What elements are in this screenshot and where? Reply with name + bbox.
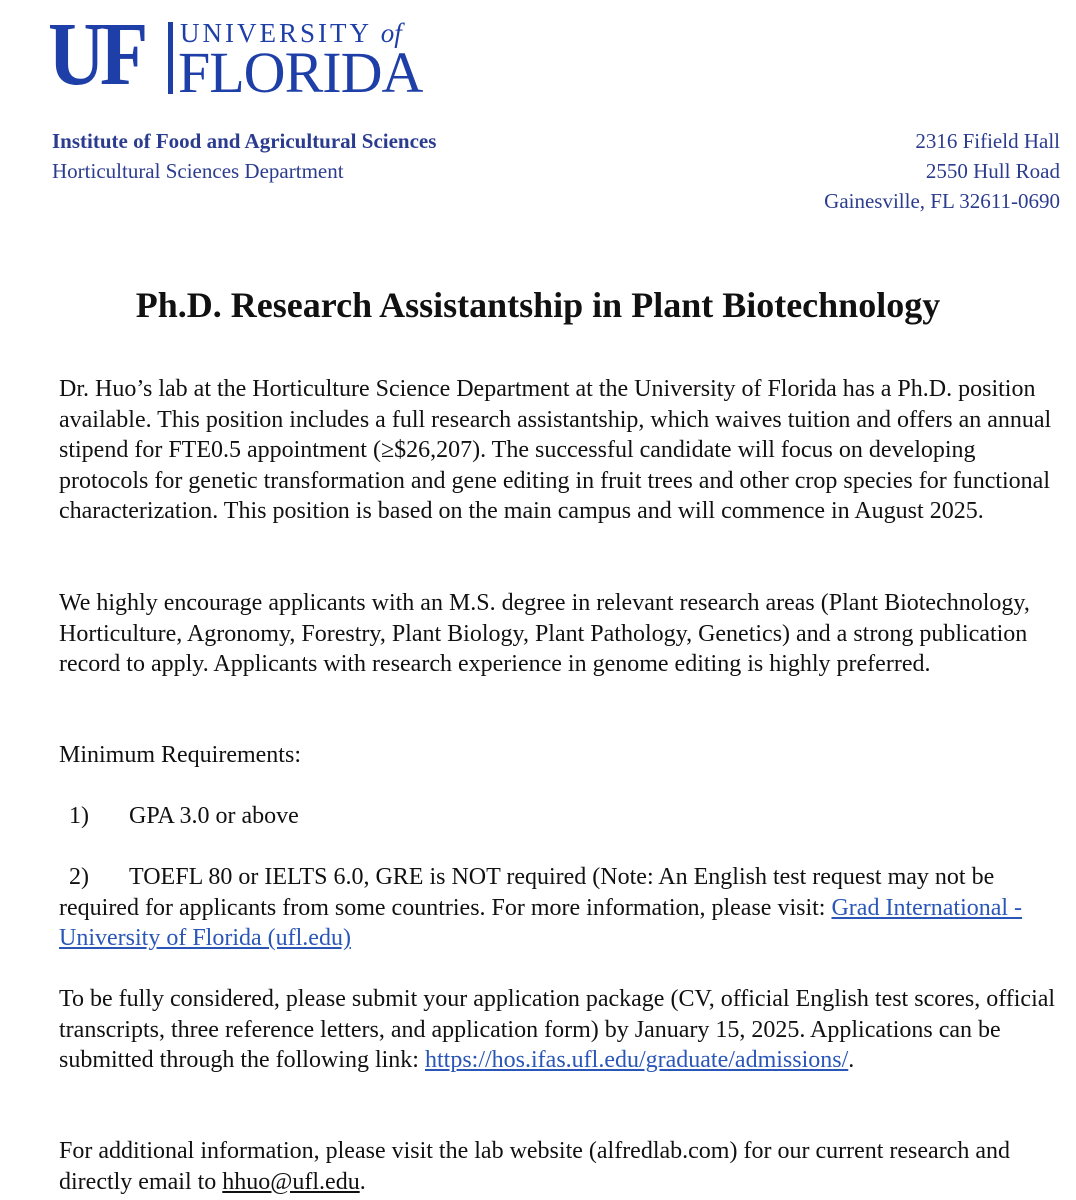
requirement-item-gpa <box>59 801 1064 832</box>
paragraph-position-description: Dr. Huo’s lab at the Horticulture Science Department at the University of Florida has a Ph.D. position available. This position includes a full research assistantship, which waives tuition and offers an annual stipend for FTE0.5 appointment (≥$26,207). The successful candidate will focus on developing protocols for genetic transformation and gene editing in fruit trees and other crop species for functional characterization. This position is based on the main campus and will commence in August 2025. <box>59 376 1052 524</box>
institute-name: Institute of Food and Agricultural Sciences <box>52 129 437 153</box>
paragraph-application-instructions: To be fully considered, please submit your application package (CV, official English test scores, official transcripts, three reference letters, and application form) by January 15, 2025. Applications can be submitted through the following link: https://hos.ifas.ufl.edu/graduate/admissions/. <box>59 986 1056 1073</box>
grad-international-link[interactable]: Grad International - University of Florida (ufl.edu) <box>59 894 1023 951</box>
address-line-1: 2316 Fifield Hall <box>915 129 1060 153</box>
requirement-text: TOEFL 80 or IELTS 6.0, GRE is NOT required (Note: An English test request may not be required for applicants from some countries. For more information, please visit: <box>59 864 995 921</box>
institution-block <box>52 126 436 186</box>
contact-text: For additional information, please visit the lab website (alfredlab.com) for our current research and directly email to <box>59 1138 1010 1195</box>
application-text: To be fully considered, please submit your application package (CV, official English test scores, official transcripts, three reference letters, and application form) by January 15, 2025. Applications can be submitted through the following link: <box>59 986 1056 1073</box>
logo-uf-mark: UF <box>48 5 144 104</box>
paragraph-contact: For additional information, please visit the lab website (alfredlab.com) for our current research and directly email to hhuo@ufl.edu. <box>59 1138 1010 1195</box>
address-block <box>824 126 1060 216</box>
logo-divider <box>168 22 173 94</box>
department-name: Horticultural Sciences Department <box>52 159 344 183</box>
logo-university-text: UNIVERSITY of <box>180 18 402 48</box>
address-line-2: 2550 Hull Road <box>925 159 1060 183</box>
address-line-3: Gainesville, FL 32611-0690 <box>824 189 1060 213</box>
uf-logo <box>48 5 468 105</box>
paragraph-applicant-profile: We highly encourage applicants with an M.S. degree in relevant research areas (Plant Biotechnology, Horticulture, Agronomy, Forestry, Plant Biology, Plant Pathology, Genetics) and a strong publication record to apply. Applicants with research experience in genome editing is highly preferred. <box>59 590 1030 677</box>
minimum-requirements-heading: Minimum Requirements: <box>59 742 301 768</box>
logo-florida-text: FLORIDA <box>178 40 423 105</box>
requirement-number: 1) <box>69 803 89 829</box>
page-title: Ph.D. Research Assistantship in Plant Biotechnology <box>135 285 941 325</box>
requirement-text: GPA 3.0 or above <box>129 803 299 829</box>
admissions-link[interactable]: https://hos.ifas.ufl.edu/graduate/admissions/ <box>424 1047 849 1073</box>
requirement-number: 2) <box>69 864 89 890</box>
requirement-item-english <box>59 862 1064 954</box>
contact-email[interactable]: hhuo@ufl.edu <box>222 1168 360 1195</box>
